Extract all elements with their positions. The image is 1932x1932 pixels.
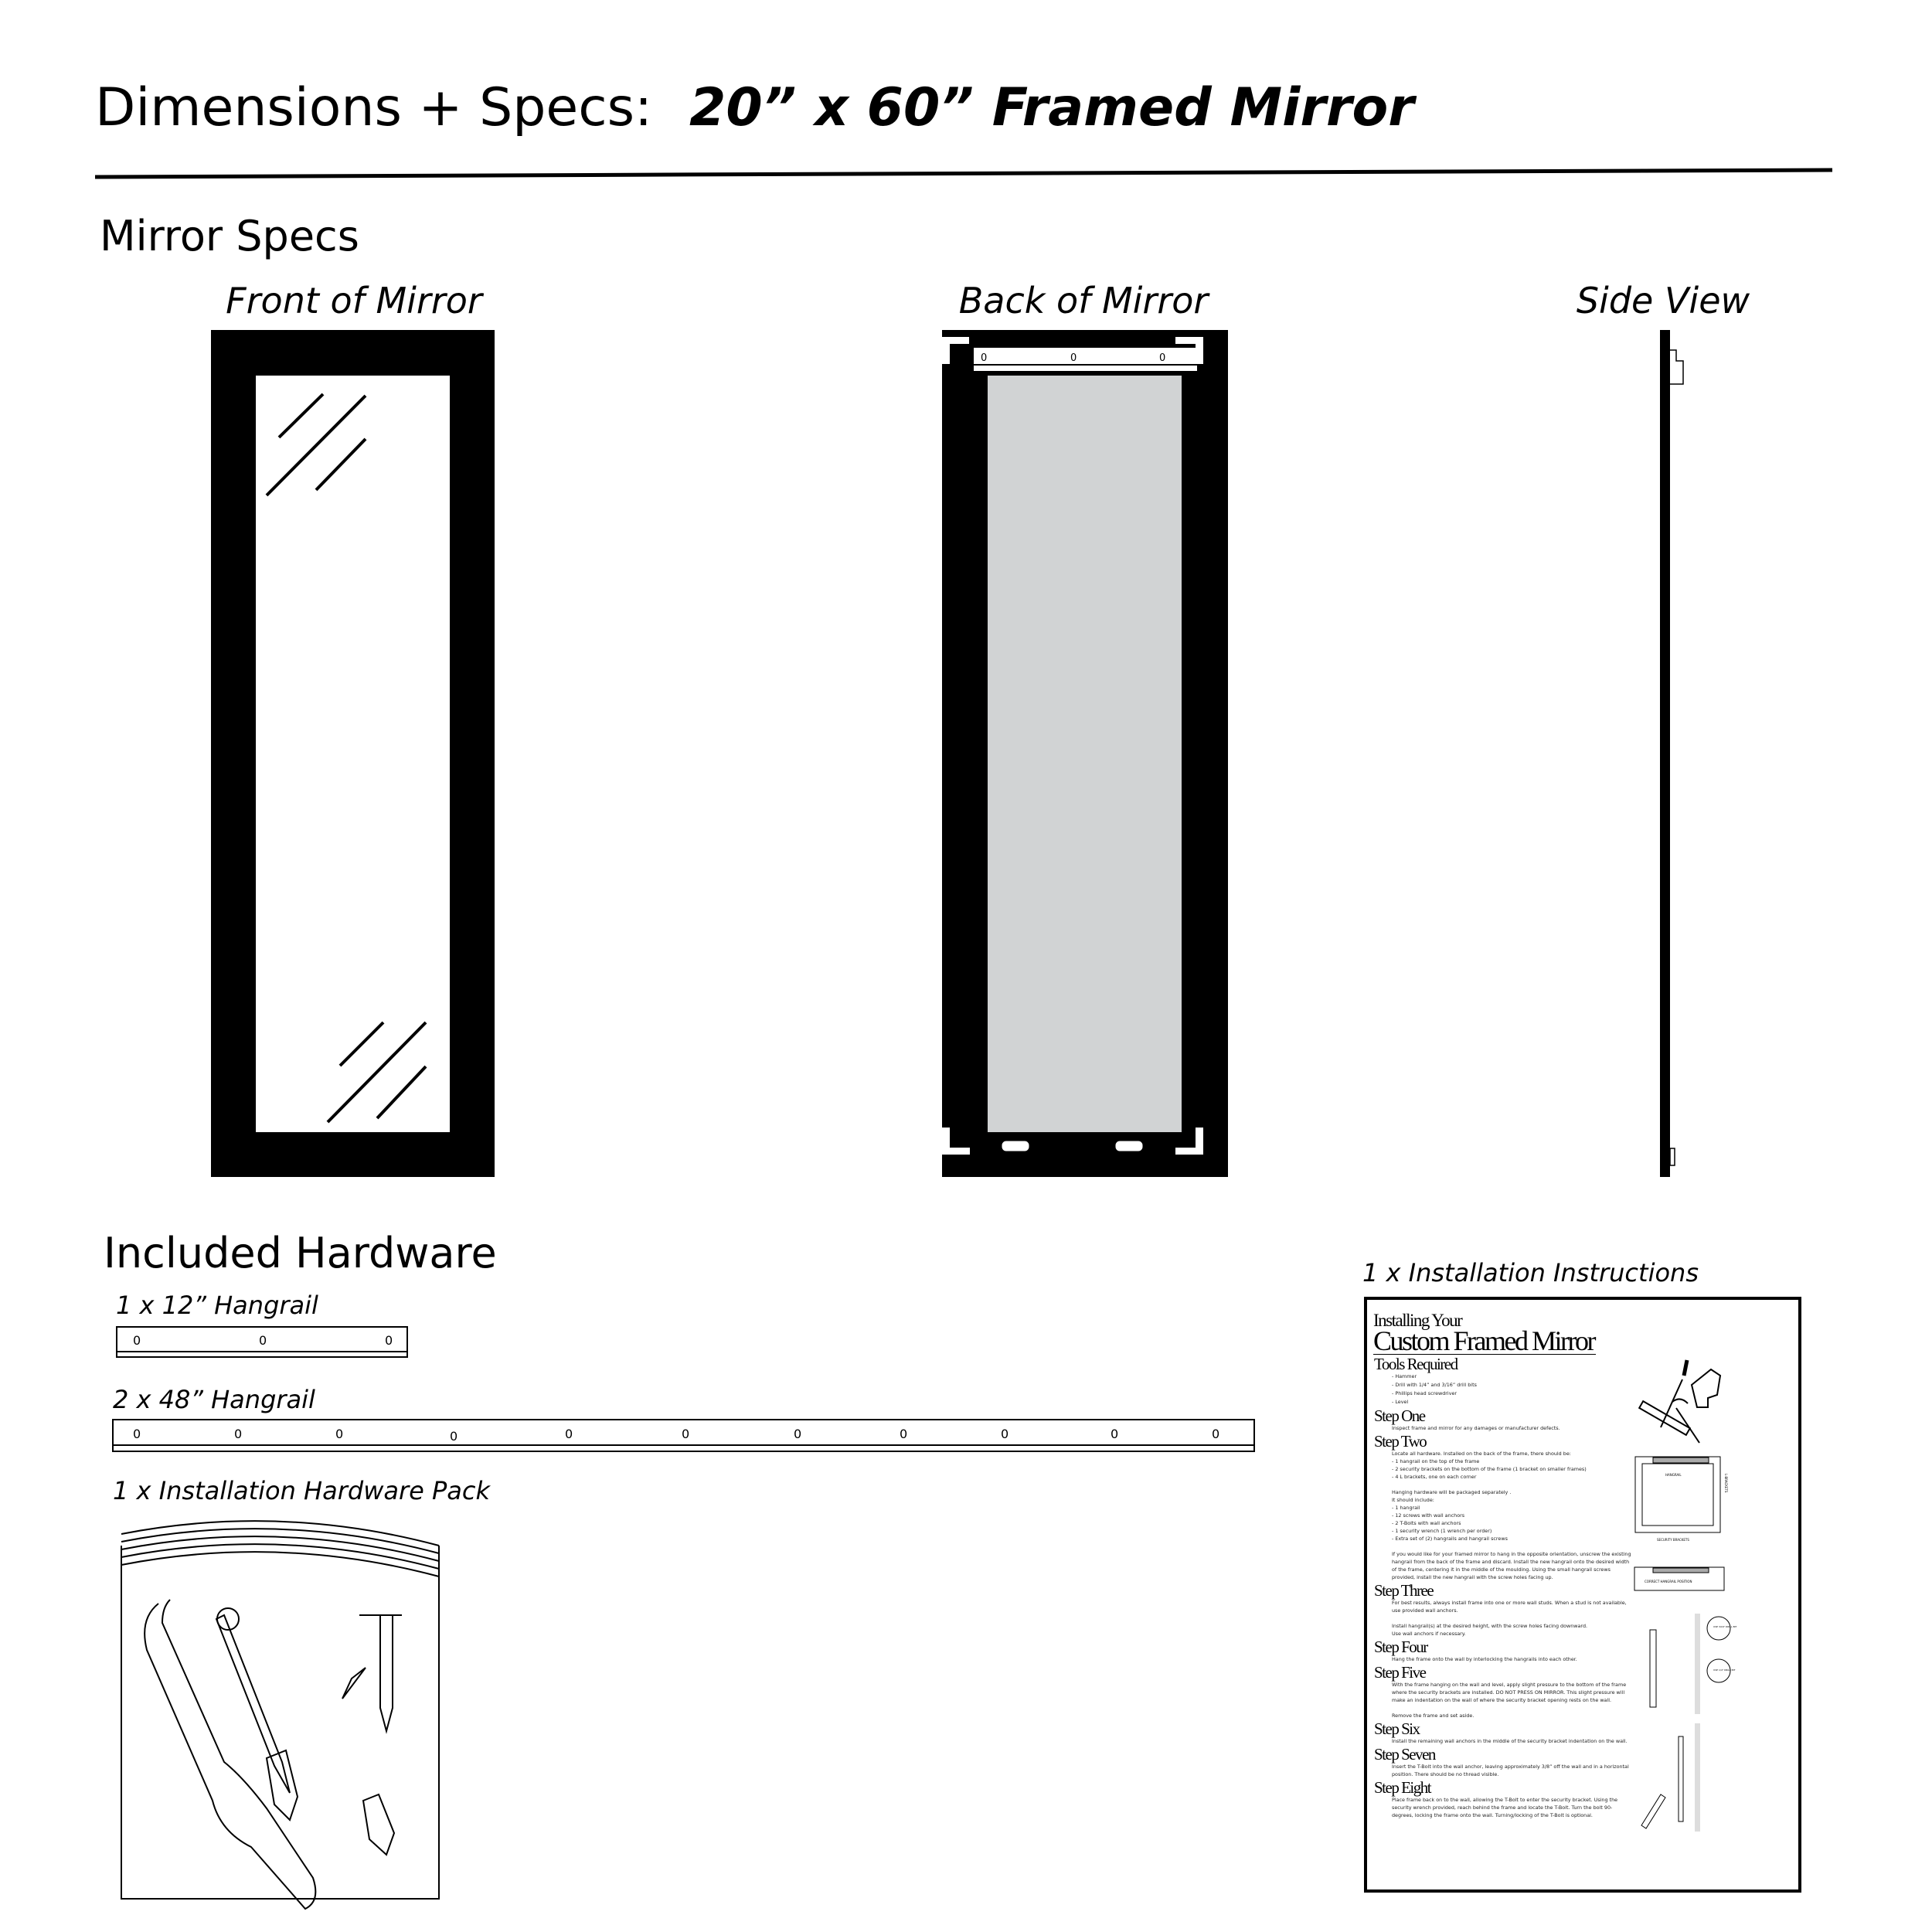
svg-text:0: 0 [133, 1333, 141, 1348]
l-brackets-caption: L-BRACKETS [1724, 1474, 1728, 1493]
step-text: Insert the T-Bolt into the wall anchor, leaving approximately 3/8” off the wall and in a horizontal position. There should be no thread visible. [1392, 1764, 1629, 1777]
step-heading: Step Four [1374, 1638, 1427, 1656]
hangrail-12-drawing [117, 1327, 407, 1357]
step-heading: Step Three [1374, 1581, 1434, 1600]
tool-item: - Phillips head screwdriver [1392, 1390, 1458, 1396]
tool-item: - Hammer [1392, 1373, 1417, 1379]
hangrail-48-drawing [113, 1420, 1254, 1451]
step-text: With the frame hanging on the wall and level, apply slight pressure to the bottom of the frame where the security brackets are installed. DO NOT PRESS ON MIRROR. This slight pressure will make an indentation on the wall of where the security bracket opening rests on the wall. Remove the frame and set aside. [1392, 1682, 1627, 1719]
svg-text:0: 0 [1159, 352, 1166, 364]
frame-diagram [1634, 1457, 1728, 1590]
svg-text:0: 0 [1212, 1427, 1220, 1441]
svg-text:0: 0 [385, 1333, 393, 1348]
svg-text:0: 0 [900, 1427, 908, 1441]
page-title: Dimensions + Specs: [95, 77, 652, 138]
side-view-label: Side View [1576, 280, 1750, 321]
screw [216, 1615, 290, 1793]
step-heading: Step Six [1374, 1719, 1420, 1738]
tool-item: - Drill with 1/4” and 3/16” drill bits [1392, 1382, 1477, 1388]
step-text: Hang the frame onto the wall by interlocking the hangrails into each other. [1392, 1656, 1577, 1662]
svg-text:0: 0 [450, 1429, 458, 1444]
drill-3-16-caption: USE 3/16" DRILL BIT [1713, 1625, 1737, 1628]
step-text: Locate all hardware. Installed on the back of the frame, there should be: - 1 hangrail on the top of the frame - 2 security brackets on the bottom of the frame (1 bracket on smaller frames) - 4 L brackets, one on each corner Hanging hardware will be packaged separately . It should include: - 1 hangrail - 12 screws with wall anchors - 2 T-Bolts with wall anchors - 1 security wrench (1 wrench per order) - Extra set of (2) hangrails and hangrail screws If you would like for your framed mirror to hang in the opposite orientation, unscrew the existing hangrail from the back of the frame and discard. Install the new hangrail onto the desired width of the frame, centering it in the middle of the moulding. Using the small hangrail screws provided, install the new hangrail with the screw holes facing up. [1392, 1451, 1631, 1580]
back-of-mirror-label: Back of Mirror [958, 280, 1209, 321]
included-hardware-heading: Included Hardware [104, 1229, 497, 1277]
back-mirror-drawing [941, 330, 1228, 1177]
svg-text:0: 0 [565, 1427, 573, 1441]
hardware-pack-label: 1 x Installation Hardware Pack [113, 1476, 491, 1505]
wrench [145, 1600, 315, 1909]
svg-text:0: 0 [794, 1427, 802, 1441]
step-heading: Step Five [1374, 1663, 1426, 1682]
security-brackets-caption: SECURITY BRACKETS [1657, 1538, 1689, 1542]
svg-text:0: 0 [981, 352, 988, 364]
front-of-mirror-label: Front of Mirror [226, 280, 482, 321]
hangrail-caption: HANGRAIL [1665, 1473, 1682, 1477]
step-heading: Step Two [1374, 1432, 1427, 1451]
hangrail-48-label: 2 x 48” Hangrail [113, 1385, 315, 1414]
sheet-illustrations [1367, 1300, 1798, 1889]
hardware-pack-drawing [121, 1521, 439, 1909]
step-text: Inspect frame and mirror for any damages or manufacturer defects. [1392, 1425, 1560, 1431]
side-view-drawing [1660, 330, 1683, 1177]
step-heading: Step Seven [1374, 1745, 1435, 1764]
svg-text:0: 0 [1111, 1427, 1119, 1441]
anchor-2 [363, 1794, 394, 1855]
sheet-title-line1: Installing Your [1373, 1311, 1462, 1330]
svg-text:0: 0 [335, 1427, 344, 1441]
product-title: 20” x 60” Framed Mirror [689, 77, 1414, 138]
correct-position-caption: CORRECT HANGRAIL POSITION [1645, 1580, 1692, 1583]
drill-1-4-caption: USE 1/4" DRILL BIT [1713, 1668, 1736, 1672]
step-text: Install the remaining wall anchors in the middle of the security bracket indentation on the wall. [1392, 1738, 1628, 1744]
svg-text:0: 0 [1070, 352, 1077, 364]
step-heading: Step One [1374, 1406, 1425, 1425]
mirror-specs-heading: Mirror Specs [100, 212, 359, 260]
tool-item: - Level [1392, 1399, 1409, 1405]
title-rule [95, 170, 1832, 177]
wall-diagram [1641, 1614, 1737, 1832]
svg-text:0: 0 [133, 1427, 141, 1441]
svg-text:0: 0 [234, 1427, 243, 1441]
tools-illustration [1639, 1360, 1720, 1443]
step-text: Place frame back on to the wall, allowing the T-Bolt to enter the security bracket. Using the security wrench provided, reach behind the frame and locate the T-Bolt. Turn the bolt 90-degrees, locking the frame onto the wall. Turning/locking of the T-Bolt is optional. [1392, 1797, 1618, 1818]
hangrail-12-label: 1 x 12” Hangrail [116, 1291, 318, 1320]
step-heading: Step Eight [1374, 1778, 1431, 1797]
tools-heading: Tools Required [1374, 1355, 1458, 1373]
instructions-label: 1 x Installation Instructions [1362, 1258, 1699, 1287]
svg-text:0: 0 [682, 1427, 690, 1441]
instruction-sheet [1364, 1297, 1801, 1893]
step-text: For best results, always install frame into one or more wall studs. When a stud is not available, use provided wall anchors. Install hangrail(s) at the desired height, with the screw holes facing downward. Use wall anchors if necessary. [1392, 1600, 1627, 1637]
sheet-title-line2: Custom Framed Mirror [1373, 1329, 1596, 1355]
front-mirror-drawing [211, 330, 495, 1177]
svg-text:0: 0 [1001, 1427, 1009, 1441]
t-bolt [359, 1615, 402, 1731]
svg-text:0: 0 [259, 1333, 267, 1348]
small-screw [342, 1668, 366, 1699]
